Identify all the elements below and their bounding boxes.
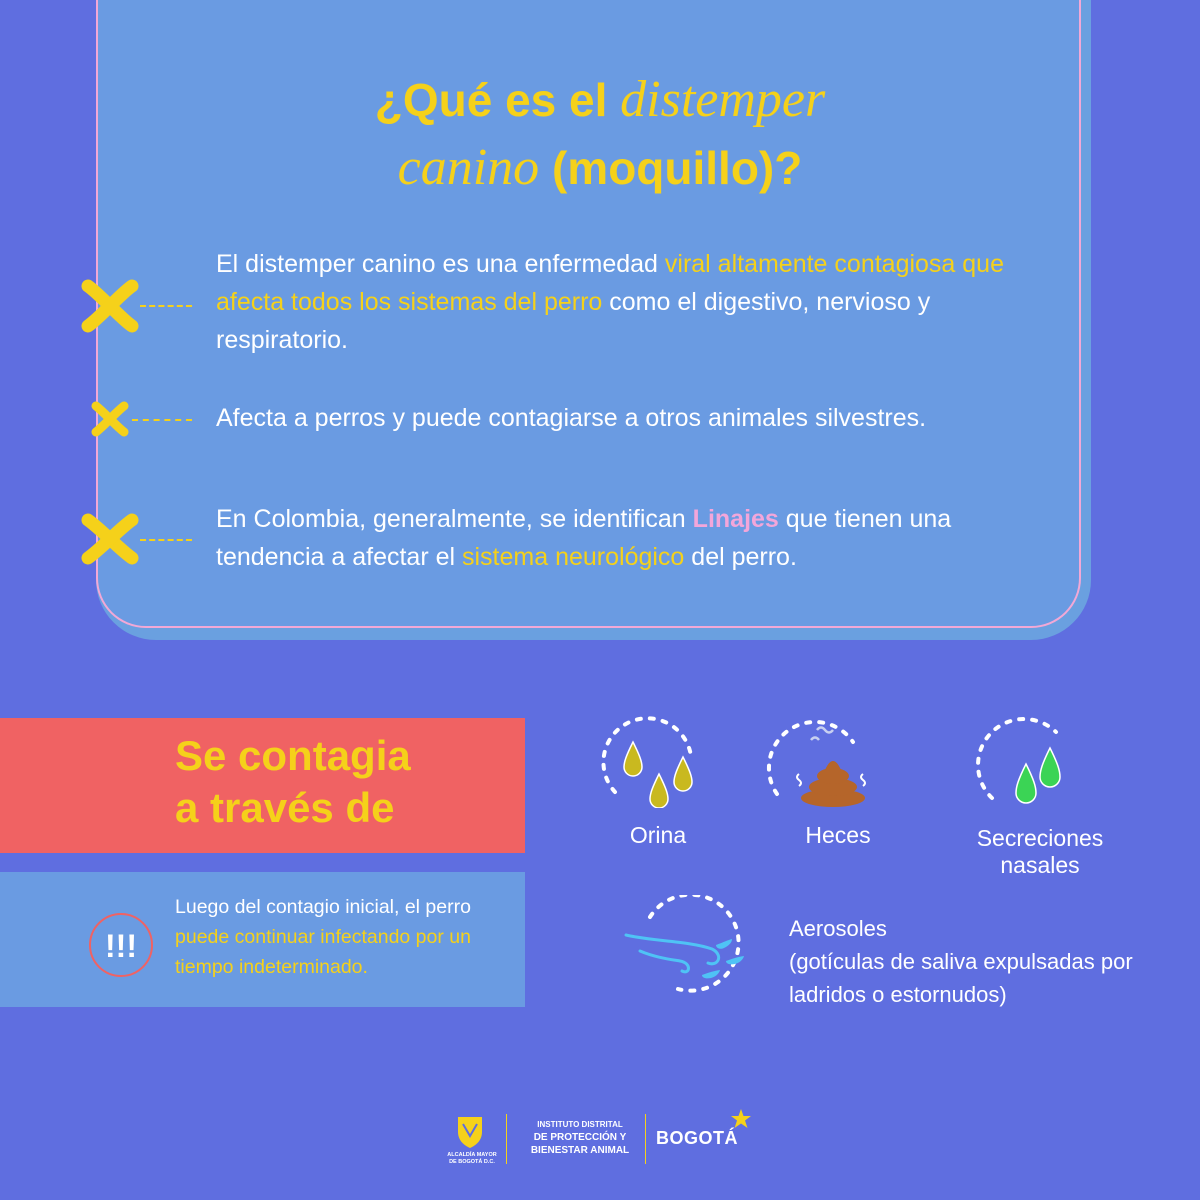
- para3-text2: que tienen una tendencia a afectar el: [216, 505, 952, 571]
- contagion-line2: a través de: [175, 784, 395, 831]
- paragraph-affects: [216, 399, 1036, 437]
- bogota-logo: BOGOTÁ: [656, 1128, 738, 1148]
- title-italic-distemper: distemper: [620, 71, 826, 128]
- instituto-line3: BIENESTAR ANIMAL: [530, 1145, 630, 1156]
- note-highlight: puede continuar infectando por un tiempo indeterminado.: [175, 926, 471, 978]
- footer-logos: [440, 1112, 780, 1172]
- aerosol-wind-icon: [620, 895, 755, 995]
- dashed-leader: [132, 419, 192, 421]
- route-label-aerosoles: [789, 912, 1149, 1011]
- para3-highlight: sistema neurológico: [462, 543, 685, 571]
- para1-highlight: viral altamente contagiosa que afecta todos los sistemas del perro: [216, 250, 1004, 316]
- alert-icon: [86, 910, 156, 980]
- title-part1: ¿Qué es el: [374, 74, 621, 126]
- paragraph-colombia: [216, 500, 976, 576]
- route-label-secreciones: [960, 825, 1120, 879]
- para1-text1: El distemper canino es una enfermedad: [216, 250, 665, 278]
- para3-text1: En Colombia, generalmente, se identifican: [216, 505, 693, 533]
- coat-of-arms-icon: [455, 1114, 485, 1150]
- para1-text2: como el digestivo, nervioso y respiratorio.: [216, 288, 931, 354]
- aerosoles-desc: (gotículas de saliva expulsadas por ladridos o estornudos): [789, 949, 1133, 1007]
- urine-drops-icon: [595, 712, 707, 808]
- feces-icon: [753, 712, 873, 808]
- note-text: [175, 892, 515, 982]
- footer-divider: [645, 1114, 646, 1164]
- route-label-heces: Heces: [805, 822, 871, 848]
- x-mark-icon: [90, 400, 130, 438]
- star-icon: [730, 1108, 752, 1130]
- dashed-leader: [140, 539, 192, 541]
- nasal-drops-icon: [962, 712, 1074, 812]
- instituto-line2: DE PROTECCIÓN Y: [533, 1132, 627, 1143]
- aerosoles-title: Aerosoles: [789, 916, 887, 941]
- para3-linajes: Linajes: [692, 505, 779, 533]
- alcaldia-label: [440, 1152, 504, 1166]
- alert-icon-text: !!!: [105, 928, 137, 964]
- para2-text1: Afecta a perros y puede contagiarse a otros animales silvestres.: [216, 404, 927, 432]
- secreciones-line2: nasales: [1000, 852, 1080, 878]
- page-title: [150, 66, 1050, 202]
- contagion-heading: [175, 730, 515, 834]
- title-part2: (moquillo)?: [539, 142, 803, 194]
- dashed-leader: [140, 305, 192, 307]
- alcaldia-line1: ALCALDÍA MAYOR: [447, 1152, 497, 1158]
- para3-text3: del perro.: [684, 543, 797, 571]
- x-mark-icon: [80, 278, 140, 334]
- footer-divider: [506, 1114, 507, 1164]
- note-text1: Luego del contagio inicial, el perro: [175, 896, 471, 918]
- title-italic-canino: canino: [397, 139, 540, 196]
- alcaldia-line2: DE BOGOTÁ D.C.: [449, 1159, 495, 1165]
- paragraph-definition: [216, 245, 1036, 359]
- secreciones-line1: Secreciones: [976, 825, 1104, 851]
- contagion-line1: Se contagia: [175, 732, 411, 779]
- instituto-line1: INSTITUTO DISTRITAL: [537, 1120, 623, 1129]
- x-mark-icon: [80, 512, 140, 566]
- route-label-orina: Orina: [629, 822, 687, 848]
- instituto-label: [520, 1118, 640, 1157]
